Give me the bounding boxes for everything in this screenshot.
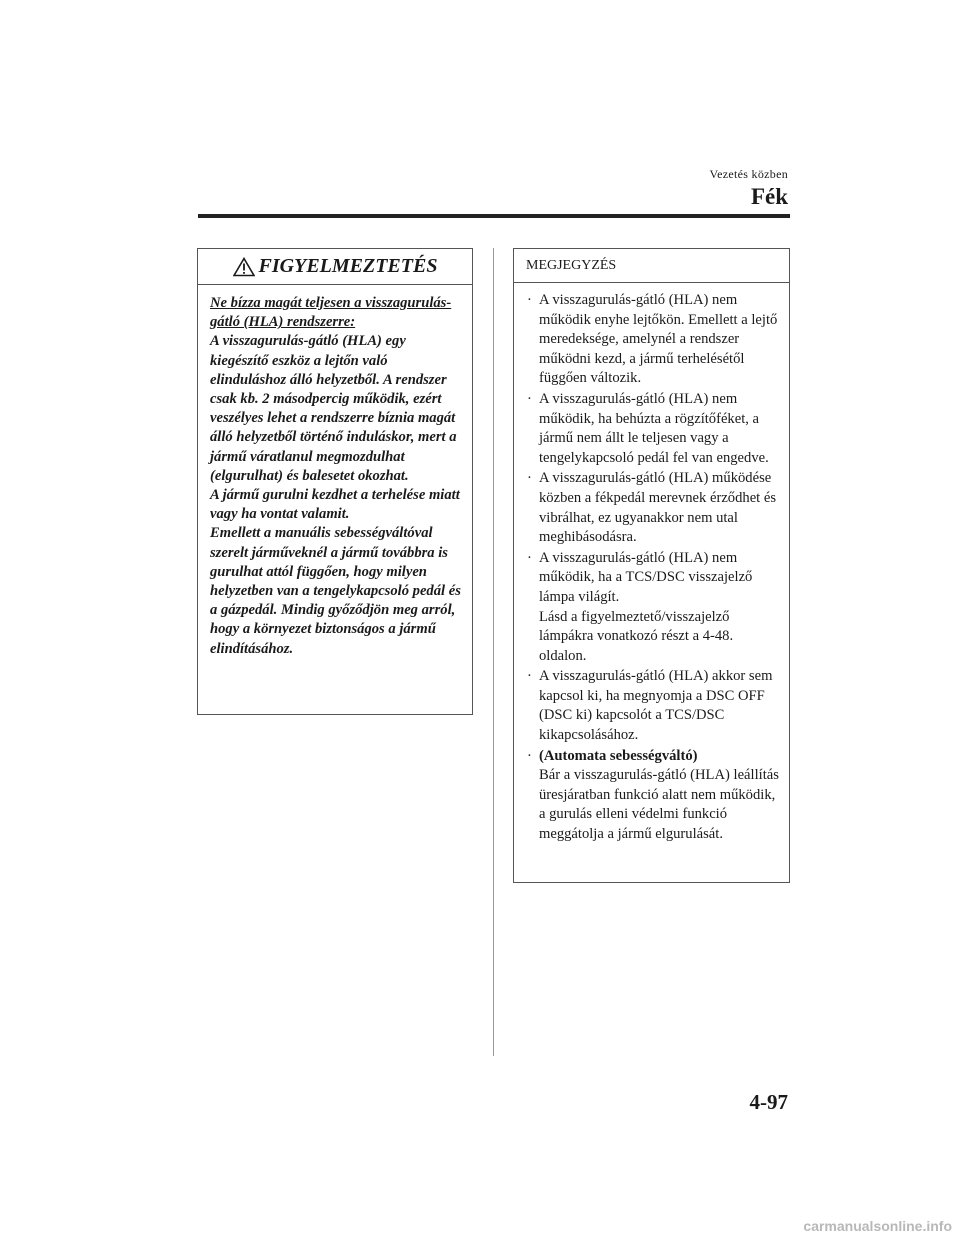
note-item (525, 549, 783, 667)
bullet-icon: · (527, 747, 532, 764)
warning-paragraph: A visszagurulás-gátló (HLA) egy kiegészítő eszköz a lejtőn való elinduláshoz álló helyzetből. A rendszer csak kb. 2 másodpercig működik, ezért veszélyes lehet a rendszerre bíznia magát álló helyzetből történő induláskor, mert a jármű váratlanul megmozdulhat (elgurulhat) és balesetet okozhat. (210, 333, 457, 484)
page-title: Fék (750, 184, 788, 209)
note-text: A visszagurulás-gátló (HLA) nem működik enyhe lejtőkön. Emellett a lejtő meredeksége, amelynél a rendszer működni kezd, a jármű terhelésétől függően változik. (539, 292, 778, 387)
note-text: A visszagurulás-gátló (HLA) akkor sem kapcsol ki, ha megnyomja a DSC OFF (DSC ki) kapcsolót a TCS/DSC kikapcsolásához. (539, 668, 773, 744)
warning-paragraph: A jármű gurulni kezdhet a terhelése miatt vagy ha vontat valamit. (210, 487, 460, 523)
note-box (513, 248, 790, 883)
warning-triangle-icon (233, 257, 255, 277)
note-item (525, 747, 783, 845)
warning-title: FIGYELMEZTETÉS (258, 255, 438, 277)
note-item (525, 390, 783, 468)
note-reference-link[interactable]: Lásd a figyelmeztető/visszajelző lámpákra vonatkozó részt a 4-48. oldalon. (539, 608, 734, 664)
watermark: carmanualsonline.info (803, 1218, 952, 1234)
column-divider (493, 248, 494, 1056)
note-text: A visszagurulás-gátló (HLA) nem működik, ha behúzta a rögzítőféket, a jármű nem állt le teljesen vagy a tengelykapcsoló pedál fel van engedve. (539, 390, 769, 466)
note-text: A visszagurulás-gátló (HLA) működése közben a fékpedál merevnek érződhet és vibrálhat, ez ugyanakkor nem utal meghibásodásra. (539, 470, 777, 546)
page-number: 4-97 (749, 1090, 788, 1114)
note-list (514, 283, 789, 845)
note-item (525, 291, 783, 389)
warning-box (197, 248, 473, 715)
note-item-heading: (Automata sebességváltó) (539, 747, 698, 764)
bullet-icon: · (527, 292, 532, 308)
warning-paragraph: Emellett a manuális sebességváltóval szerelt járműveknél a jármű továbbra is gurulhat attól függően, hogy milyen helyzetben van a tengelykapcsoló pedál és a gázpedál. Mindig győződjön meg arról, hogy a környezet biztonságos a jármű elindításához. (210, 525, 461, 657)
warning-body (198, 285, 472, 659)
note-text: A visszagurulás-gátló (HLA) nem működik, ha a TCS/DSC visszajelző lámpa világít. (539, 549, 753, 605)
note-item (525, 667, 783, 745)
bullet-icon: · (527, 549, 532, 566)
warning-subheading: Ne bízza magát teljesen a visszagurulás-gátló (HLA) rendszerre: (210, 295, 452, 331)
warning-header (198, 249, 472, 285)
bullet-icon: · (527, 470, 532, 487)
note-header: MEGJEGYZÉS (514, 249, 789, 283)
note-text: Bár a visszagurulás-gátló (HLA) leállítás üresjáratban funkció alatt nem működik, a gurulás elleni védelmi funkció meggátolja a jármű elgurulását. (539, 767, 779, 843)
bullet-icon: · (527, 668, 532, 685)
bullet-icon: · (527, 390, 532, 407)
header-rule (198, 214, 790, 218)
header-section: Vezetés közben (709, 167, 788, 181)
note-item (525, 469, 783, 547)
